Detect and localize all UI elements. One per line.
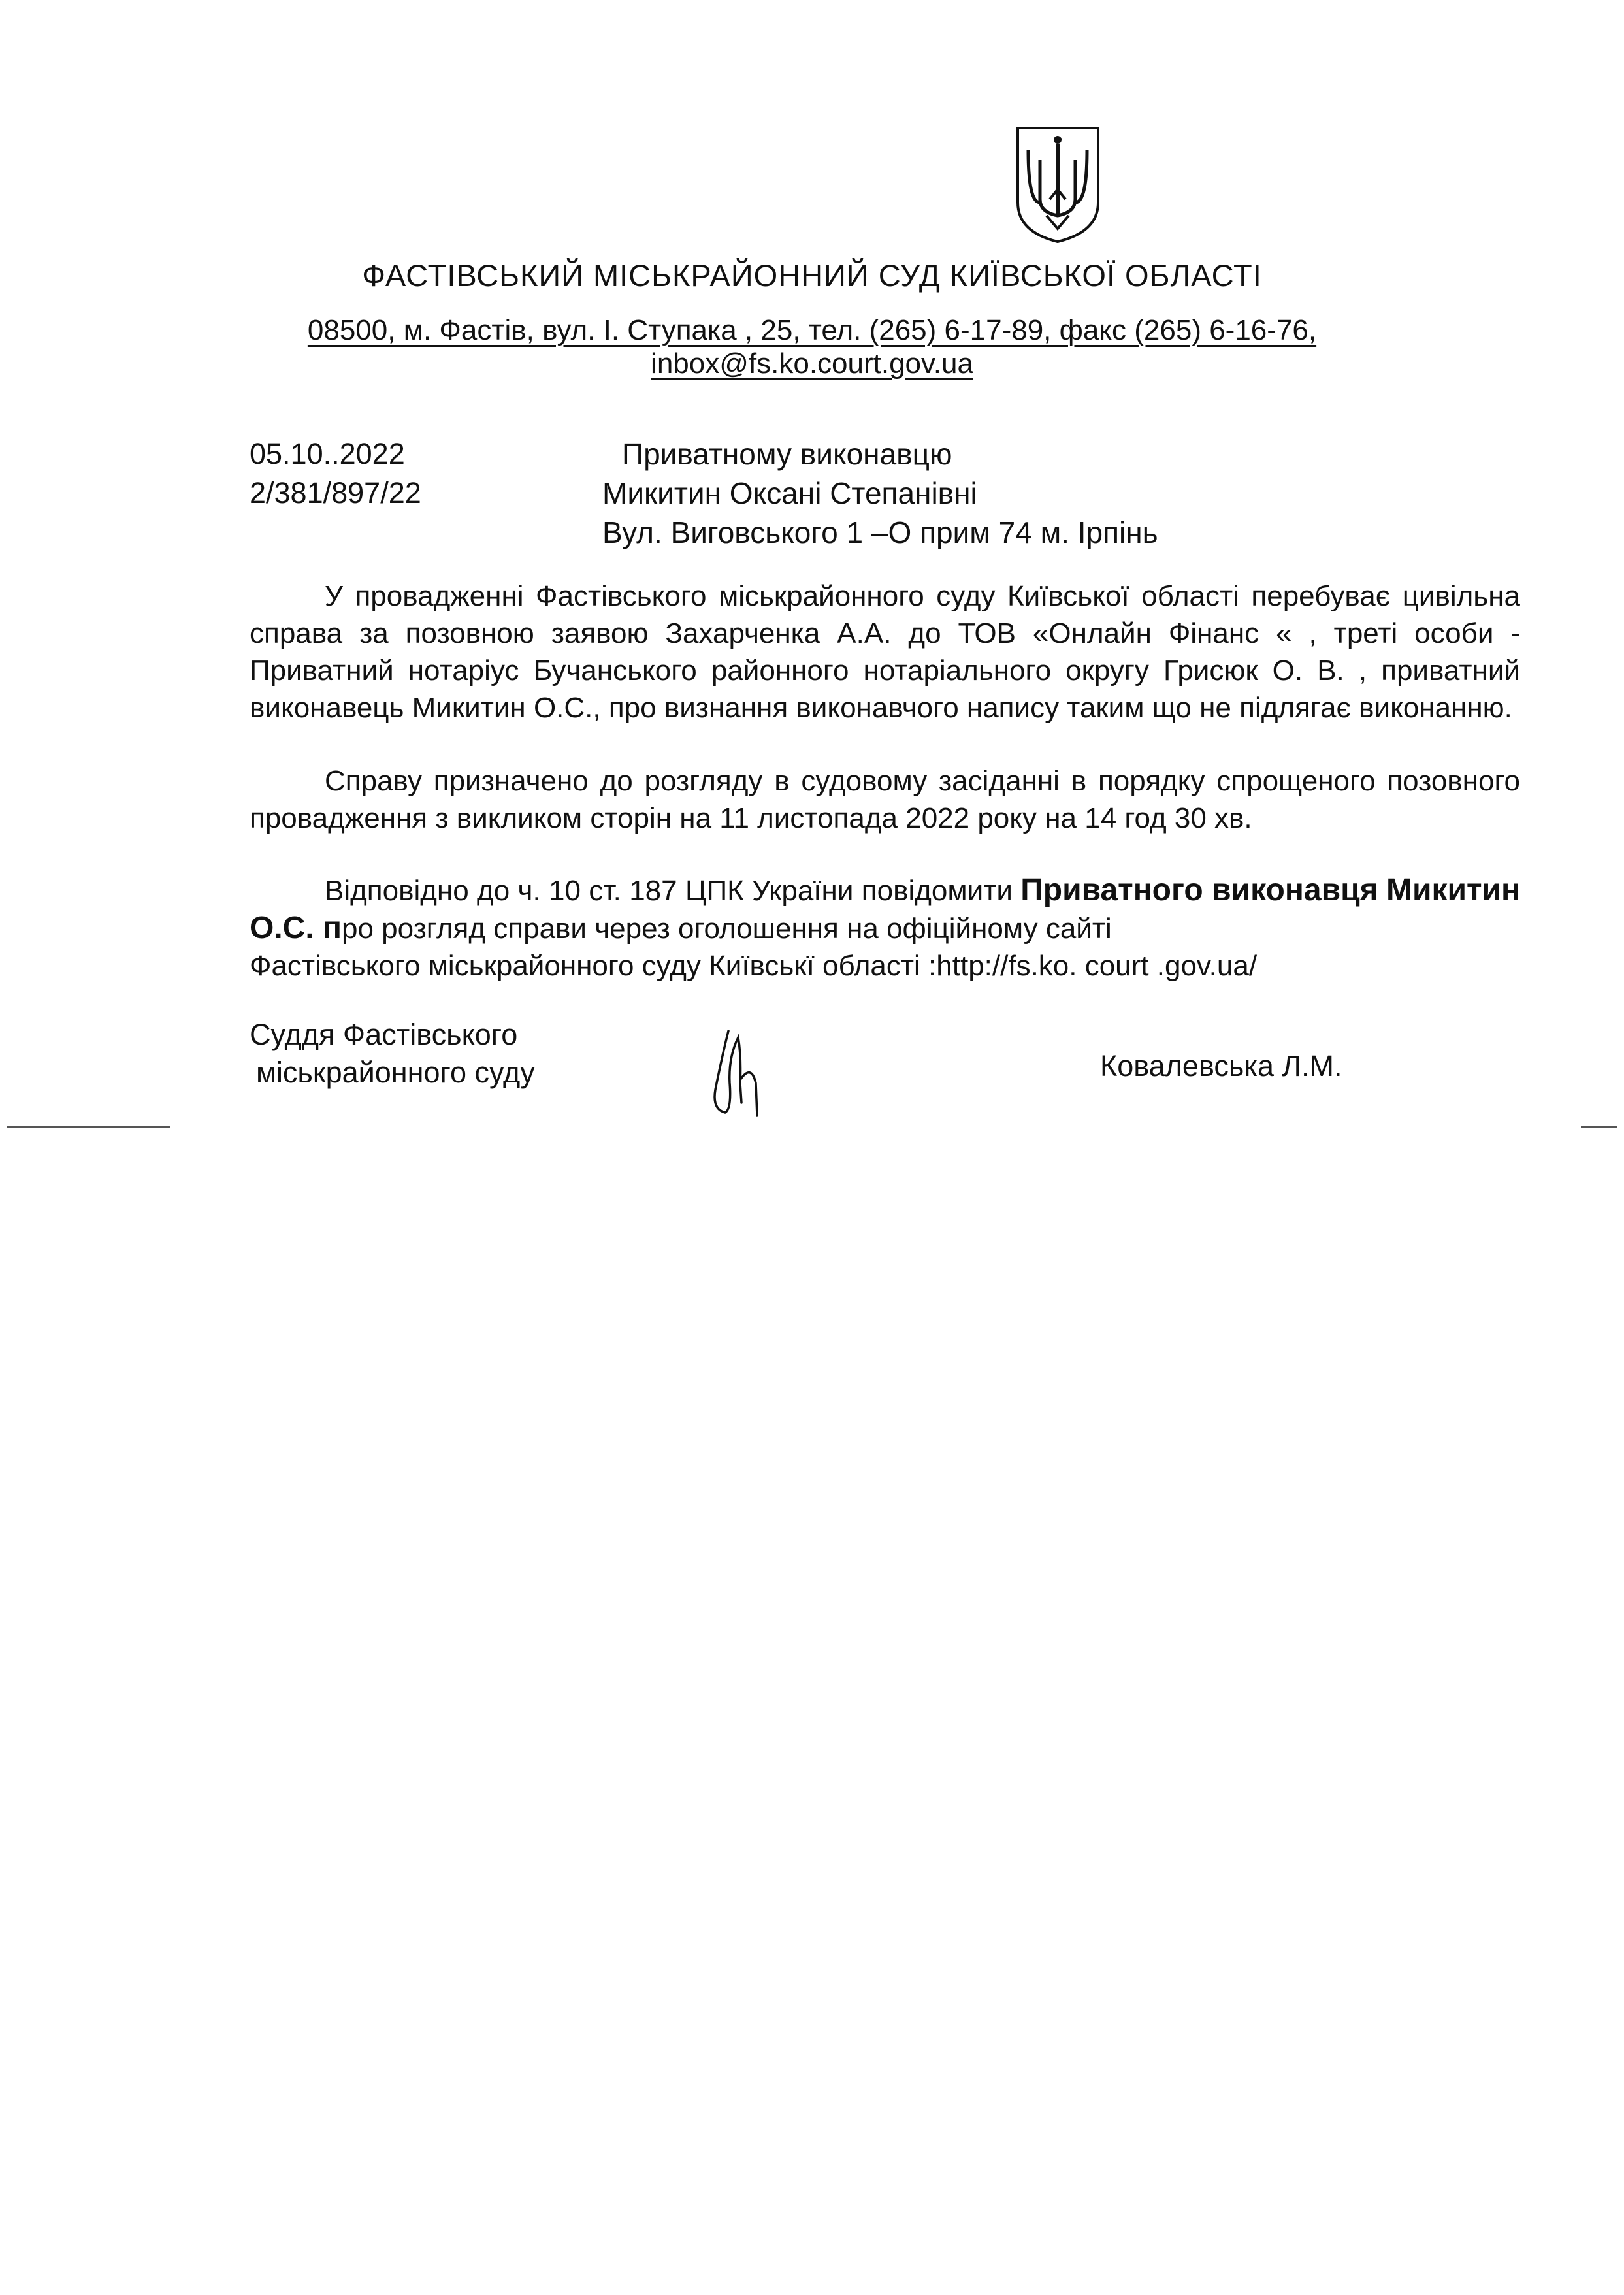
- court-address: 08500, м. Фастів, вул. І. Ступака , 25, тел. (265) 6-17-89, факс (265) 6-16-76,: [307, 314, 1317, 346]
- judge-title-line-1: Суддя Фастівського: [250, 1018, 518, 1051]
- scan-artifact-line: [1581, 1126, 1617, 1128]
- scan-artifact-line: [7, 1126, 170, 1128]
- recipient-address: Вул. Виговського 1 –О прим 74 м. Ірпінь: [602, 515, 1158, 549]
- paragraph-3-start: Відповідно до ч. 10 ст. 187 ЦПК України повідомити: [325, 875, 1013, 907]
- case-number: 2/381/897/22: [250, 476, 421, 510]
- document-date: 05.10..2022: [250, 437, 405, 470]
- handwritten-signature: [702, 1018, 787, 1122]
- recipient-name: Микитин Оксані Степанівні: [602, 476, 977, 510]
- paragraph-1-text: У провадженні Фастівського міськрайонного суду Київської області перебуває цивільна справа за позовною заявою Захарченка А.А. до ТОВ «Онлайн Фінанс « , треті особи - Приватний нотаріус Бучанського районного нотаріального округу Грисюк О. В. , приватний виконавець Микитин О.С., про визнання виконавчого напису таким що не підлягає виконанню.: [250, 580, 1520, 724]
- court-email: inbox@fs.ko.court.gov.ua: [651, 348, 973, 380]
- judge-title-line-2: міськрайонного суду: [256, 1056, 535, 1089]
- paragraph-3-website-line: Фастівського міськрайонного суду Київськї області :http://fs.ko. court .gov.ua/: [250, 950, 1258, 982]
- body-paragraph-3: [250, 871, 1520, 985]
- judge-title: [250, 1016, 535, 1092]
- paragraph-3-bold-recipient: Приватного виконавця: [1020, 873, 1378, 907]
- court-name: ФАСТІВСЬКИЙ МІСЬКРАЙОННИЙ СУД КИЇВСЬКОЇ ОБЛАСТІ: [362, 258, 1262, 293]
- judge-name: Ковалевська Л.М.: [1100, 1049, 1342, 1082]
- paragraph-3-bold-name: Микитин О.С. п: [250, 873, 1520, 945]
- paragraph-2-text: Справу призначено до розгляду в судовому засіданні в порядку спрощеного позовного провадження з викликом сторін на 11 листопада 2022 року на 14 год 30 хв.: [250, 765, 1520, 834]
- body-paragraph-1: [250, 578, 1520, 726]
- recipient-title: Приватному виконавцю: [622, 437, 952, 471]
- coat-of-arms-icon: [1014, 124, 1102, 245]
- paragraph-3-rest: ро розгляд справи через оголошення на офіційному сайті: [342, 913, 1112, 945]
- body-paragraph-2: [250, 762, 1520, 837]
